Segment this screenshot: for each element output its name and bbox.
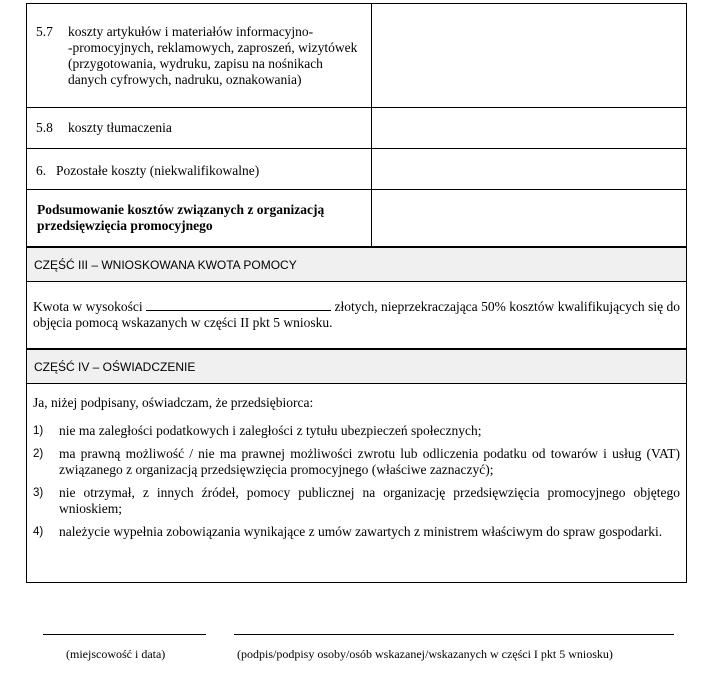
- row-label: koszty tłumaczenia: [68, 120, 172, 135]
- signature-line[interactable]: [234, 634, 674, 635]
- table-row: [27, 190, 687, 247]
- part4-heading: CZĘŚĆ IV – OŚWIADCZENIE: [26, 349, 687, 384]
- row-number: 5.8: [36, 120, 53, 135]
- cost-label-cell: [27, 4, 372, 108]
- part3-text-before: Kwota w wysokości: [33, 299, 143, 314]
- row-number: 6.: [36, 163, 47, 178]
- table-row: [27, 4, 687, 108]
- list-item: [33, 485, 680, 517]
- part4-body: [26, 384, 687, 583]
- cost-value-cell[interactable]: [372, 4, 687, 108]
- part3-text: [33, 298, 680, 331]
- part3-heading: CZĘŚĆ III – WNIOSKOWANA KWOTA POMOCY: [26, 247, 687, 282]
- item-text: ma prawną możliwość / nie ma prawnej możliwości zwrotu lub odliczenia podatku od towarów i usług (VAT) związanego z organizacją przedsięwzięcia promocyjnego (właściwe zaznaczyć);: [59, 446, 680, 477]
- cost-label-cell: [27, 190, 372, 247]
- part3-body: [26, 282, 687, 349]
- item-text: nie otrzymał, z innych źródeł, pomocy publicznej na organizację przedsięwzięcia promocyjnego objętego wnioskiem;: [59, 485, 680, 516]
- cost-value-cell[interactable]: [372, 190, 687, 247]
- amount-blank[interactable]: [146, 298, 331, 311]
- cost-value-cell[interactable]: [372, 149, 687, 190]
- table-row: [27, 108, 687, 149]
- row-label: Pozostałe koszty (niekwalifikowalne): [56, 163, 260, 178]
- row-label: koszty artykułów i materiałów informacyjno- -promocyjnych, reklamowych, zaproszeń, wizytówek (przygotowania, wydruku, zapisu na nośnikach danych cyfrowych, nadruku, oznakowania): [68, 23, 358, 87]
- statement-list: [33, 423, 680, 540]
- signature-caption: (podpis/podpisy osoby/osób wskazanej/wskazanych w części I pkt 5 wniosku): [237, 647, 613, 661]
- item-text: nie ma zaległości podatkowych i zaległości z tytułu ubezpieczeń społecznych;: [59, 423, 482, 438]
- list-item: [33, 446, 680, 478]
- item-number: 4): [33, 526, 44, 538]
- item-number: 3): [33, 487, 44, 499]
- item-number: 2): [33, 448, 44, 460]
- cost-value-cell[interactable]: [372, 108, 687, 149]
- cost-label-cell: [27, 149, 372, 190]
- list-item: [33, 524, 680, 540]
- cost-table: [26, 3, 687, 247]
- summary-label: Podsumowanie kosztów związanych z organizacją przedsięwzięcia promocyjnego: [37, 202, 325, 233]
- cost-label-cell: [27, 108, 372, 149]
- item-text: należycie wypełnia zobowiązania wynikające z umów zawartych z ministrem właściwym do spraw gospodarki.: [59, 524, 663, 539]
- row-number: 5.7: [36, 23, 53, 39]
- list-item: [33, 423, 680, 439]
- part4-intro: Ja, niżej podpisany, oświadczam, że przedsiębiorca:: [33, 395, 314, 410]
- place-date-line[interactable]: [43, 634, 206, 635]
- item-number: 1): [33, 425, 44, 437]
- place-date-caption: (miejscowość i data): [66, 647, 166, 661]
- part3-text-after: złotych, nieprzekraczająca 50% kosztów kwalifikujących się do objęcia pomocą wskazanych w części II pkt 5 wniosku.: [33, 299, 681, 330]
- table-row: [27, 149, 687, 190]
